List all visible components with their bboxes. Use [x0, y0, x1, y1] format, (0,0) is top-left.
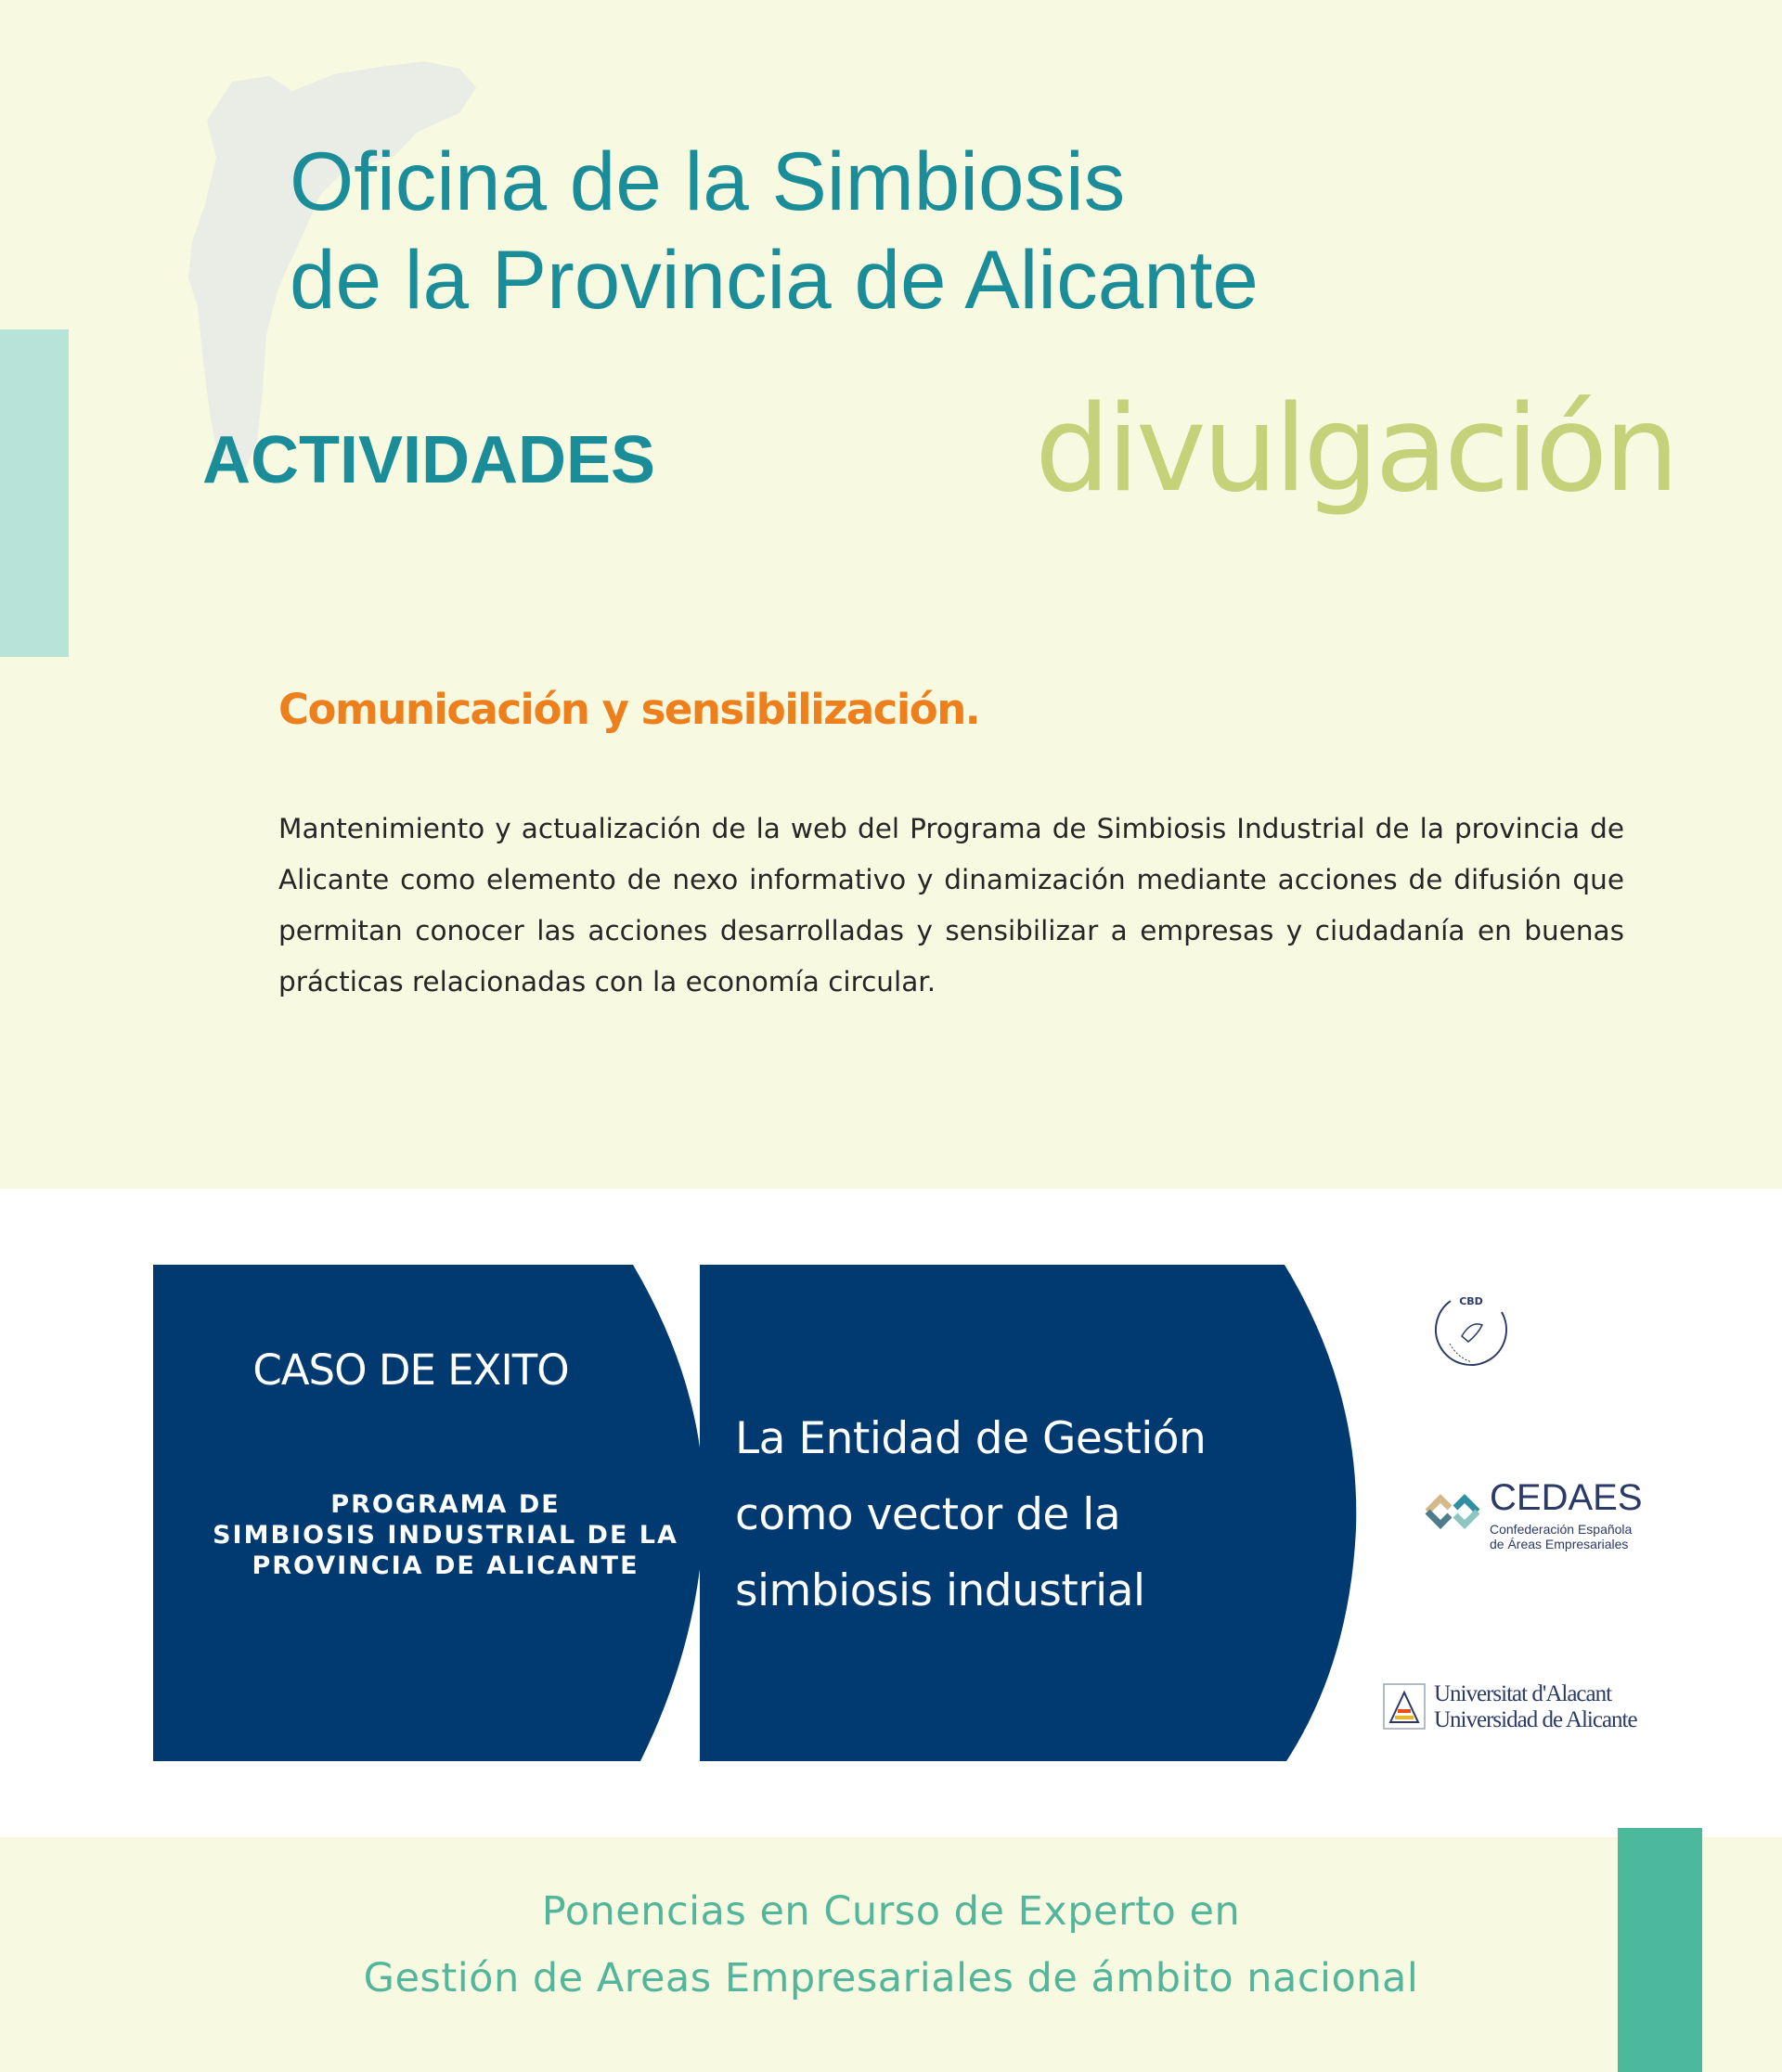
- ua-logo-icon: [1383, 1683, 1426, 1730]
- activities-heading: ACTIVIDADES: [202, 423, 656, 497]
- entity-text: [735, 1401, 1206, 1629]
- ua-name: [1434, 1681, 1637, 1733]
- cedaes-subtitle: [1490, 1522, 1632, 1551]
- footer-caption: [0, 1878, 1782, 2012]
- page-title: [290, 132, 1259, 328]
- cedaes-sub-line-1: Confederación Española: [1490, 1522, 1633, 1537]
- entity-line-1: La Entidad de Gestión: [735, 1413, 1207, 1464]
- title-line-1: Oficina de la Simbiosis: [290, 135, 1126, 227]
- case-title: CASO DE EXITO: [252, 1345, 569, 1395]
- cbd-seal-logo: [1429, 1288, 1513, 1371]
- cedaes-name: CEDAES: [1490, 1477, 1643, 1518]
- entity-line-3: simbiosis industrial: [735, 1565, 1145, 1616]
- cedaes-sub-line-2: de Áreas Empresariales: [1490, 1537, 1629, 1551]
- svg-text:CBD: CBD: [1459, 1295, 1483, 1307]
- cedaes-logo-icon: [1420, 1479, 1485, 1544]
- entity-line-2: como vector de la: [735, 1489, 1121, 1540]
- left-accent-band: [0, 329, 69, 657]
- program-line-2: SIMBIOSIS INDUSTRIAL DE LA: [213, 1521, 678, 1550]
- title-line-2: de la Provincia de Alicante: [290, 233, 1259, 326]
- section-heading: Comunicación y sensibilización.: [278, 685, 980, 734]
- section-body: Mantenimiento y actualización de la web del Programa de Simbiosis Industrial de la provincia de Alicante como elemento de nexo informativo y dinamización mediante acciones de difusión que permitan conocer las acciones desarrolladas y sensibilizar a empresas y ciudadanía en buenas prácticas relacionadas con la economía circular.: [278, 813, 1624, 997]
- footer-line-1: Ponencias en Curso de Experto en: [541, 1888, 1241, 1935]
- ua-line-2: Universidad de Alicante: [1434, 1707, 1637, 1732]
- category-label: divulgación: [1035, 380, 1676, 519]
- program-line-3: PROVINCIA DE ALICANTE: [252, 1551, 639, 1580]
- footer-line-2: Gestión de Areas Empresariales de ámbito nacional: [363, 1955, 1419, 2001]
- program-line-1: PROGRAMA DE: [330, 1490, 561, 1519]
- ua-line-1: Universitat d'Alacant: [1434, 1681, 1612, 1706]
- case-program-text: [153, 1489, 738, 1581]
